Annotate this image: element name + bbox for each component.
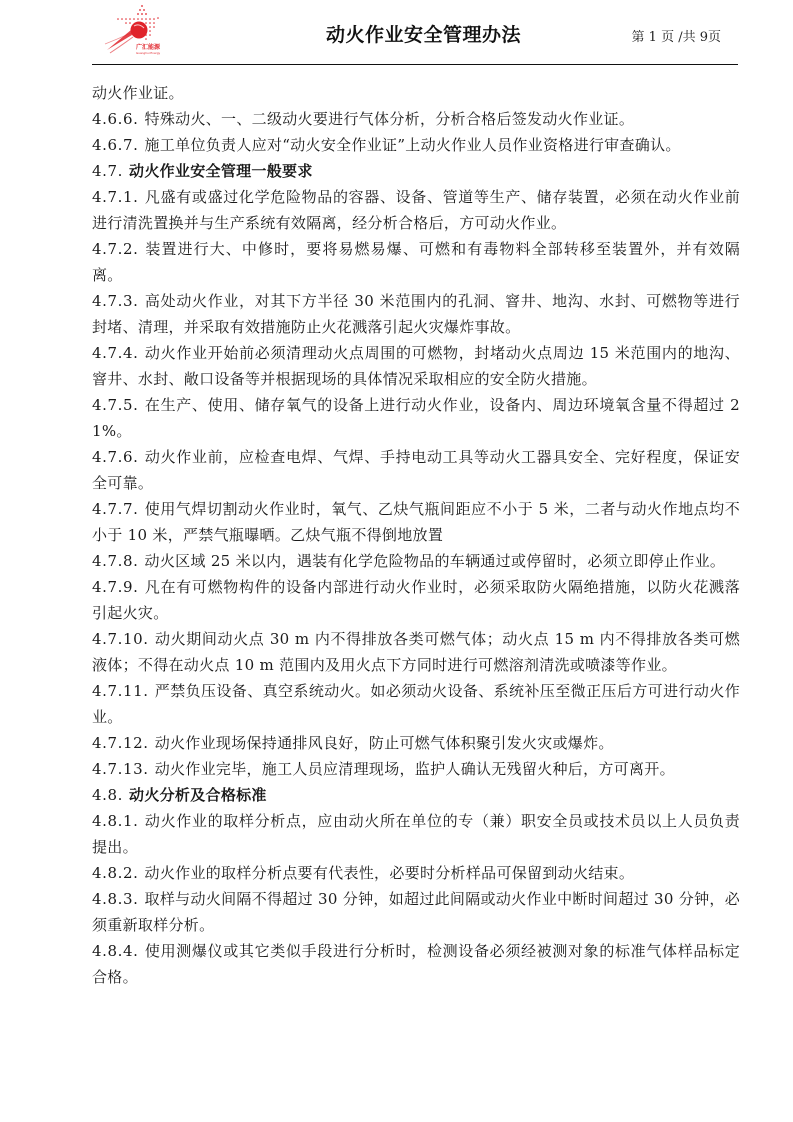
page-indicator: 第 1 页 /共 9页	[631, 30, 721, 45]
section-heading	[92, 782, 740, 808]
clause-number: 4.8.3.	[92, 890, 139, 908]
paragraph-text: 施工单位负责人应对“动火安全作业证”上动火作业人员作业资格进行审查确认。	[144, 136, 681, 154]
paragraph-text: 特殊动火、一、二级动火要进行气体分析，分析合格后签发动火作业证。	[144, 110, 635, 128]
paragraph-text: 高处动火作业，对其下方半径 30 米范围内的孔洞、窨井、地沟、水封、可燃物等进行封堵、清理，并采取有效措施防止火花溅落引起火灾爆炸事故。	[92, 292, 740, 336]
paragraph-text: 凡盛有或盛过化学危险物品的容器、设备、管道等生产、储存装置，必须在动火作业前进行清洗置换并与生产系统有效隔离，经分析合格后，方可动火作业。	[92, 188, 740, 232]
paragraph	[92, 80, 740, 106]
document-body	[92, 80, 740, 990]
clause-number: 4.8.4.	[92, 942, 139, 960]
paragraph-text: 使用测爆仪或其它类似手段进行分析时，检测设备必须经被测对象的标准气体样品标定合格。	[92, 942, 740, 986]
section-number: 4.8.	[92, 786, 124, 804]
paragraph	[92, 860, 740, 886]
clause-number: 4.6.6.	[92, 110, 139, 128]
svg-text:广汇能源: 广汇能源	[136, 44, 161, 51]
clause-number: 4.7.7.	[92, 500, 139, 518]
paragraph	[92, 756, 740, 782]
clause-number: 4.7.12.	[92, 734, 149, 752]
paragraph	[92, 626, 740, 678]
paragraph	[92, 574, 740, 626]
paragraph-text: 动火作业开始前必须清理动火点周围的可燃物，封堵动火点周边 15 米范围内的地沟、窨井、水封、敞口设备等并根据现场的具体情况采取相应的安全防火措施。	[92, 344, 740, 388]
paragraph-text: 动火作业证。	[92, 84, 184, 102]
paragraph	[92, 132, 740, 158]
paragraph	[92, 236, 740, 288]
svg-text:Guanghui Energy: Guanghui Energy	[136, 51, 161, 55]
clause-number: 4.7.8.	[92, 552, 139, 570]
section-title: 动火作业安全管理一般要求	[129, 162, 313, 180]
paragraph	[92, 730, 740, 756]
paragraph-text: 在生产、使用、储存氧气的设备上进行动火作业，设备内、周边环境氧含量不得超过 21%。	[92, 396, 740, 440]
paragraph-text: 动火作业完毕，施工人员应清理现场，监护人确认无残留火种后，方可离开。	[154, 760, 675, 778]
header-divider	[92, 64, 738, 65]
section-title: 动火分析及合格标准	[129, 786, 267, 804]
clause-number: 4.7.6.	[92, 448, 139, 466]
paragraph	[92, 886, 740, 938]
paragraph	[92, 496, 740, 548]
document-title: 动火作业安全管理办法	[326, 24, 522, 46]
clause-number: 4.7.2.	[92, 240, 139, 258]
company-logo-icon	[102, 2, 164, 58]
clause-number: 4.8.2.	[92, 864, 139, 882]
section-number: 4.7.	[92, 162, 124, 180]
clause-number: 4.7.10.	[92, 630, 149, 648]
paragraph-text: 动火作业前，应检查电焊、气焊、手持电动工具等动火工器具安全、完好程度，保证安全可靠。	[92, 448, 740, 492]
paragraph	[92, 808, 740, 860]
paragraph	[92, 340, 740, 392]
paragraph-text: 装置进行大、中修时，要将易燃易爆、可燃和有毒物料全部转移至装置外，并有效隔离。	[92, 240, 740, 284]
paragraph-text: 严禁负压设备、真空系统动火。如必须动火设备、系统补压至微正压后方可进行动火作业。	[92, 682, 740, 726]
clause-number: 4.7.9.	[92, 578, 139, 596]
clause-number: 4.7.11.	[92, 682, 149, 700]
paragraph-text: 动火作业的取样分析点要有代表性，必要时分析样品可保留到动火结束。	[144, 864, 635, 882]
paragraph	[92, 184, 740, 236]
paragraph	[92, 288, 740, 340]
paragraph	[92, 938, 740, 990]
clause-number: 4.7.1.	[92, 188, 139, 206]
page-header	[92, 0, 738, 64]
paragraph-text: 动火作业现场保持通排风良好，防止可燃气体积聚引发火灾或爆炸。	[154, 734, 614, 752]
paragraph-text: 取样与动火间隔不得超过 30 分钟，如超过此间隔或动火作业中断时间超过 30 分钟，必须重新取样分析。	[92, 890, 740, 934]
paragraph	[92, 444, 740, 496]
paragraph	[92, 392, 740, 444]
paragraph	[92, 678, 740, 730]
paragraph	[92, 106, 740, 132]
clause-number: 4.8.1.	[92, 812, 139, 830]
paragraph-text: 动火作业的取样分析点，应由动火所在单位的专（兼）职安全员或技术员以上人员负责提出。	[92, 812, 740, 856]
paragraph	[92, 548, 740, 574]
paragraph-text: 动火期间动火点 30 m 内不得排放各类可燃气体；动火点 15 m 内不得排放各类可燃液体；不得在动火点 10 m 范围内及用火点下方同时进行可燃溶剂清洗或喷漆等作业。	[92, 630, 740, 674]
section-heading	[92, 158, 740, 184]
clause-number: 4.7.13.	[92, 760, 149, 778]
clause-number: 4.7.5.	[92, 396, 139, 414]
clause-number: 4.7.4.	[92, 344, 139, 362]
clause-number: 4.7.3.	[92, 292, 139, 310]
clause-number: 4.6.7.	[92, 136, 139, 154]
paragraph-text: 动火区域 25 米以内，遇装有化学危险物品的车辆通过或停留时，必须立即停止作业。	[144, 552, 726, 570]
paragraph-text: 凡在有可燃物构件的设备内部进行动火作业时，必须采取防火隔绝措施，以防火花溅落引起火灾。	[92, 578, 740, 622]
paragraph-text: 使用气焊切割动火作业时，氧气、乙炔气瓶间距应不小于 5 米，二者与动火作地点均不小于 10 米，严禁气瓶曝晒。乙炔气瓶不得倒地放置	[92, 500, 740, 544]
